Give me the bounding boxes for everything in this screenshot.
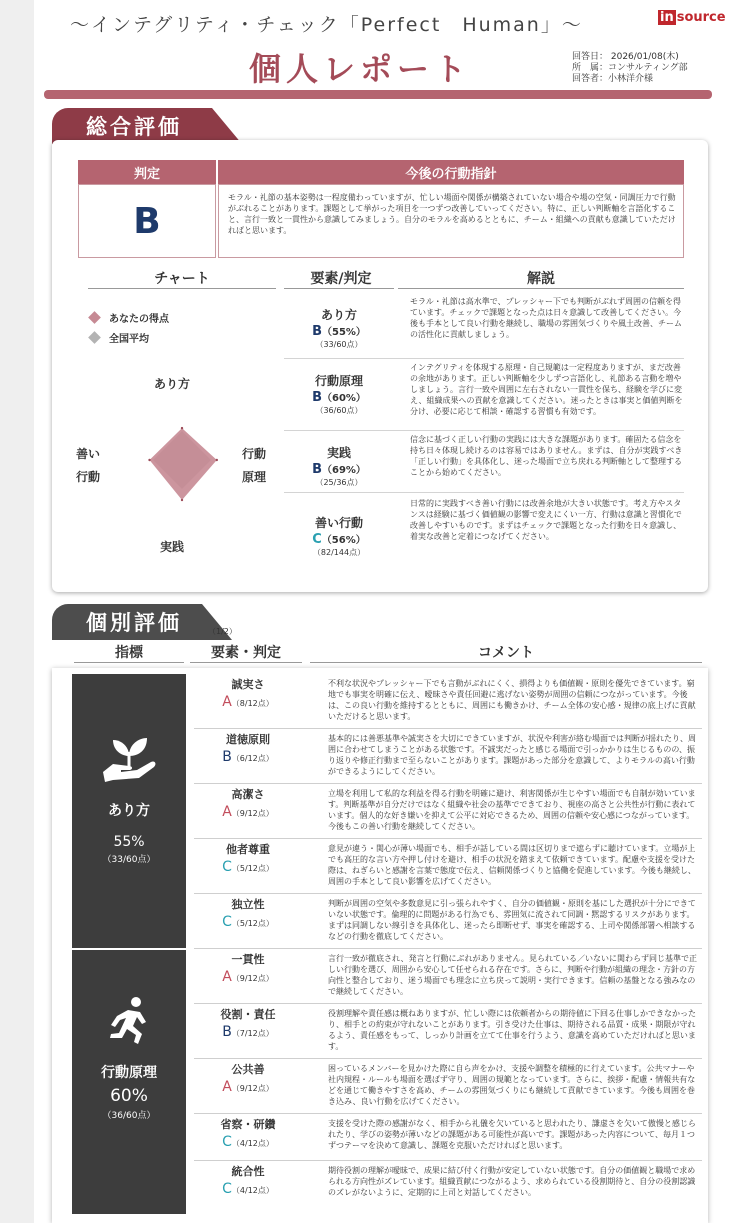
radar-label-bottom: 実践 [160,540,185,554]
item-grade-line [194,914,302,930]
item-score: （9/12点） [231,809,274,818]
item-name: 他者尊重 [226,843,270,856]
element-jissen [286,444,392,488]
element-explanation: 日常的に実践すべき善い行動には改善余地が大きい状態です。考え方やスタンスは経験に基づく価値観の影響で変えにくい一方、行動は意識と習慣化で改善しやすいものです。まずはチェックで課題となった行動を日々意識し、着実な改善と定着につなげてください。 [410,499,682,541]
radar-label-left-1: 善い [76,447,101,461]
category-name: あり方 [108,803,150,819]
radar-you-area [150,428,217,500]
category-name: 行動原理 [101,1065,157,1081]
element-grade: B [312,462,322,477]
element-grade: B [312,324,322,339]
department: 所 属：コンサルティング部 [572,63,688,73]
radar-label-top: あり方 [154,377,191,391]
item-grade-line [194,694,302,710]
judgment-header: 判定 [78,160,216,184]
report-title: 個人レポート [249,50,472,88]
element-score: （25/36点） [315,478,363,487]
item-grade: B [222,749,232,765]
chart-underline [88,288,276,289]
item-grade: A [222,969,232,985]
running-person-icon [106,996,152,1046]
item-comment: 期待役割の理解が曖昧で、成果に結び付く行動が安定していない状態です。自分の価値観と職場で求められる方向性がズレています。組織貢献につながるよう、求められている役割期待と、自分の役割認識のズレがないように、定期的に上司と対話してください。 [328,1166,696,1197]
category-arikata [72,674,186,948]
item-name: 公共善 [231,1063,265,1076]
item-grade-line [194,1181,302,1197]
item-comment: 困っているメンバーを見かけた際に自ら声をかけ、支援や調整を積極的に行えています。公共マナーや社内規程・ルールも場面を選ばず守り、周囲の規範となっています。さらに、挨拶・配慮・情報共有などを通じて働きやすさを高め、チームの雰囲気づくりにも継続して貢献できています。今後も周囲を巻き込み、良い行動を広げてください。 [328,1064,696,1106]
individual-section-title: 個別評価 [86,611,182,635]
legend-you-icon [88,311,101,324]
element-separator [284,358,684,359]
item-grade-line [194,1079,302,1095]
report-meta [572,52,688,85]
item-separator [194,893,702,894]
item-grade: C [222,1134,232,1150]
report-subtitle: 〜インテグリティ・チェック「Perfect Human」〜 [70,14,583,36]
radar-you-point [148,459,150,461]
item-name: 統合性 [231,1165,265,1178]
page-indicator: （1/2） [208,627,237,636]
overall-grade: B [133,200,161,242]
item-separator [194,1113,702,1114]
item-grade: C [222,1181,232,1197]
item-comment: 基本的には善悪基準や誠実さを大切にできていますが、状況や利害が絡む場面では判断が揺れたり、周囲に合わせてしまうことがある状態です。不誠実だったと感じる場面で引っかかりは生じるものの、振り返りや修正行動まで至らないことがあります。課題があった部分を意識して、よりモラルの高い行動ができるようにしてください。 [328,734,696,776]
radar-label-left-2: 行動 [76,470,101,484]
item-comment: 不利な状況やプレッシャー下でも言動がぶれにくく、損得よりも価値観・原則を優先できています。窮地でも事実を明確に伝え、曖昧さや責任回避に逃げない姿勢が周囲の信頼につながっています。今後は、この良い行動を維持するとともに、周囲にも働きかけ、チーム全体の安心感・規律の底上げに貢献いただけると思います。 [328,679,696,721]
legend-average [90,330,149,345]
item-comment: 判断が周囲の空気や多数意見に引っ張られやすく、自分の価値観・原則を基にした選択が十分にできていない状態です。倫理的に問題がある行為でも、雰囲気に流されて同調・黙認するリスクがあります。まずは同調しない線引きを具体化し、迷ったら即断せず、事実を確認する、上司や関係部署へ相談するなどの行動を徹底してください。 [328,899,696,941]
item-element [194,1163,302,1197]
sprout-hand-icon [99,734,159,784]
indicator-underline [74,662,184,663]
insource-logo [658,8,726,26]
item-score: （4/12点） [231,1139,274,1148]
tab-corner [212,108,242,144]
item-element [194,1006,302,1040]
item-separator [194,1003,702,1004]
radar-chart [122,400,242,520]
item-name: 省察・研鑽 [220,1118,276,1131]
elements-underline [284,288,394,289]
element-name: あり方 [320,308,357,322]
item-grade: A [222,1079,232,1095]
radar-you-point [181,499,183,501]
item-score: （8/12点） [231,699,274,708]
radar-you-point [181,427,183,429]
legend-you-label: あなたの得点 [109,314,169,325]
guidance-header: 今後の行動指針 [218,160,684,184]
logo-prefix: in [660,9,674,25]
element-percent: （56%） [321,535,366,546]
item-score: （9/12点） [231,974,274,983]
logo-rest: source [676,9,726,25]
item-comment: 言行一致が徹底され、発言と行動にぶれがありません。見られている／いないに関わらず同じ基準で正しい行動を選び、周囲から安心して任せられる存在です。さらに、判断や行動が組織の理念・方針の方向性と整合しており、迷う場面でも理念に立ち戻って説明・実行できます。信頼の基盤となる強みなので継続してください。 [328,954,697,996]
category-percent: 55% [113,834,145,850]
item-score: （6/12点） [231,754,274,763]
element-name: 実践 [326,446,351,460]
category-score: （36/60点） [102,1111,156,1121]
explanation-underline [398,288,684,289]
element-separator [284,430,684,431]
item-grade-line [194,1024,302,1040]
item-name: 独立性 [231,898,265,911]
item-name: 一貫性 [231,953,265,966]
item-grade: C [222,914,232,930]
element-percent: （55%） [321,327,366,338]
item-separator [194,838,702,839]
item-grade: B [222,1024,232,1040]
item-name: 役割・責任 [220,1008,276,1021]
element-score: （33/60点） [315,340,363,349]
element-explanation: インテグリティを体現する原理・自己規範は一定程度ありますが、まだ改善の余地があります。正しい判断軸を少しずつ言語化し、礼節ある言動を増やしましょう。言行一致や周囲に左右されない一貫性を保ち、経験を学びに変え、組織成果への貢献を意識してください。迷ったときは事実と価値判断を分け、必要に応じて相談・確認する習慣も有効です。 [410,363,683,416]
item-score: （7/12点） [231,1029,274,1038]
item-grade-line [194,749,302,765]
item-grade-line [194,804,302,820]
indicator-col-header: 指標 [115,645,143,661]
item-element [194,896,302,930]
item-name: 誠実さ [231,678,265,691]
item-name: 道徳原則 [226,733,270,746]
item-score: （5/12点） [231,919,274,928]
element-koudou-genri [286,372,392,416]
item-element [194,786,302,820]
element-score: （36/60点） [315,406,363,415]
element-percent: （69%） [321,465,366,476]
element-col-header: 要素・判定 [211,645,281,661]
category-score: （33/60点） [102,855,156,865]
overall-section-title: 総合評価 [86,115,182,139]
header-divider-bar [44,90,712,99]
comment-col-header: コメント [478,645,534,661]
element-name: 善い行動 [314,516,363,530]
item-separator [194,1058,702,1059]
item-comment: 役割理解や責任感は概ねありますが、忙しい際には依頼者からの期待値に下回る仕事しかできなかったり、相手との約束が守れないことがあります。引き受けた仕事は、期待される品質・成果・期限が守れるよう、責任感をもって、しっかり計画を立てて仕事を行うよう、意識を高めていただければと思います。 [328,1009,696,1051]
item-element [194,731,302,765]
radar-label-right-2: 原理 [242,470,267,484]
item-grade-line [194,1134,302,1150]
legend-you [90,310,169,325]
element-arikata [286,306,392,350]
category-koudou-genri [72,950,186,1214]
chart-col-header: チャート [154,271,210,287]
item-grade-line [194,969,302,985]
respondent: 回答者：小林洋介様 [572,74,654,84]
item-element [194,951,302,985]
report-page [34,0,726,1223]
legend-average-label: 全国平均 [109,334,149,345]
item-comment: 立場を利用して私的な利益を得る行動を明確に避け、利害関係が生じやすい場面でも自制が効いています。判断基準が自分だけではなく組織や社会の基準でできており、視座の高さと公共性が行動に表れています。個人的な好き嫌いを抑えて公平に対応できるため、周囲の信頼や安心感につながっています。今後もこの善い行動を継続してください。 [328,789,696,831]
overall-card [52,140,708,592]
item-separator [194,783,702,784]
element-explanation: 信念に基づく正しい行動の実践には大きな課題があります。確固たる信念を持ち日々体現し続けるのは容易ではありません。まずは、自分が実践すべき「正しい行動」を具体化し、迷った場面で立ち戻れる判断軸として整理することから始めてください。 [410,435,683,477]
radar-label-right-1: 行動 [242,447,267,461]
item-element [194,676,302,710]
element-explanation: モラル・礼節は高水準で、プレッシャー下でも判断がぶれず周囲の信頼を得ています。チェックで課題となった点は日々意識して改善してください。今後も手本として良い行動を継続し、職場の雰囲気づくりや風土改善、チームの活性化に貢献しましょう。 [410,297,682,339]
element-percent: （60%） [321,393,366,404]
item-comment: 意見が違う・関心が薄い場面でも、相手が話している間は区切りまで遮らずに聴けています。立場が上でも高圧的な言い方や押し付けを避け、相手の状況を踏まえて依頼できています。配慮や支援を受けた際は、ねぎらいと感謝を言葉で態度で伝え、信頼関係づくりと協働を促進しています。今後も継続し、周囲の手本として良い影響を広げてください。 [328,844,696,886]
item-score: （9/12点） [231,1084,274,1093]
elements-col-header: 要素/判定 [310,271,372,287]
item-comment: 支援を受けた際の感謝がなく、相手から礼儀を欠いていると思われたり、謙虚さを欠いて傲慢と感じられたり、学びの姿勢が薄いなどの課題がある可能性が高いです。課題があった内容について、毎月１つずつテーマを決めて意識し、課題を克服いただければと思います。 [328,1119,696,1150]
radar-you-point [216,459,218,461]
explanation-col-header: 解説 [527,271,555,287]
item-element [194,1116,302,1150]
guidance-text: モラル・礼節の基本姿勢は一程度備わっていますが、忙しい場面や関係が構築されていない場合や場の空気・同調圧力で行動がぶれることがあります。課題として挙がった項目を一つずつ改善していってください。特に、正しい判断軸を言語化すること、言行一致と一貫性から意識してみましょう。自分のモラルを高めるとともに、チーム・組織への貢献も意識していただければと思います。 [228,193,676,235]
category-percent: 60% [110,1086,148,1106]
item-separator [194,1160,702,1161]
element-yoi-koudou [286,514,392,558]
overall-section-tab [52,108,212,144]
item-element [194,1061,302,1095]
element-grade: C [312,532,322,547]
element-name: 行動原理 [314,374,363,388]
item-score: （4/12点） [231,1186,274,1195]
element-score: （82/144点） [312,548,366,557]
answer-date: 回答日： 2026/01/08(木) [572,52,679,62]
item-grade: A [222,804,232,820]
element-separator [284,492,684,493]
legend-average-icon [88,331,101,344]
element-underline [190,662,302,663]
item-grade-line [194,859,302,875]
item-score: （5/12点） [231,864,274,873]
item-grade: A [222,694,232,710]
item-separator [194,728,702,729]
element-grade: B [312,390,322,405]
item-element [194,841,302,875]
item-separator [194,948,702,949]
item-grade: C [222,859,232,875]
page-margin [0,0,34,1223]
item-name: 高潔さ [231,788,265,801]
individual-section-tab [52,604,202,640]
comment-underline [310,662,702,663]
